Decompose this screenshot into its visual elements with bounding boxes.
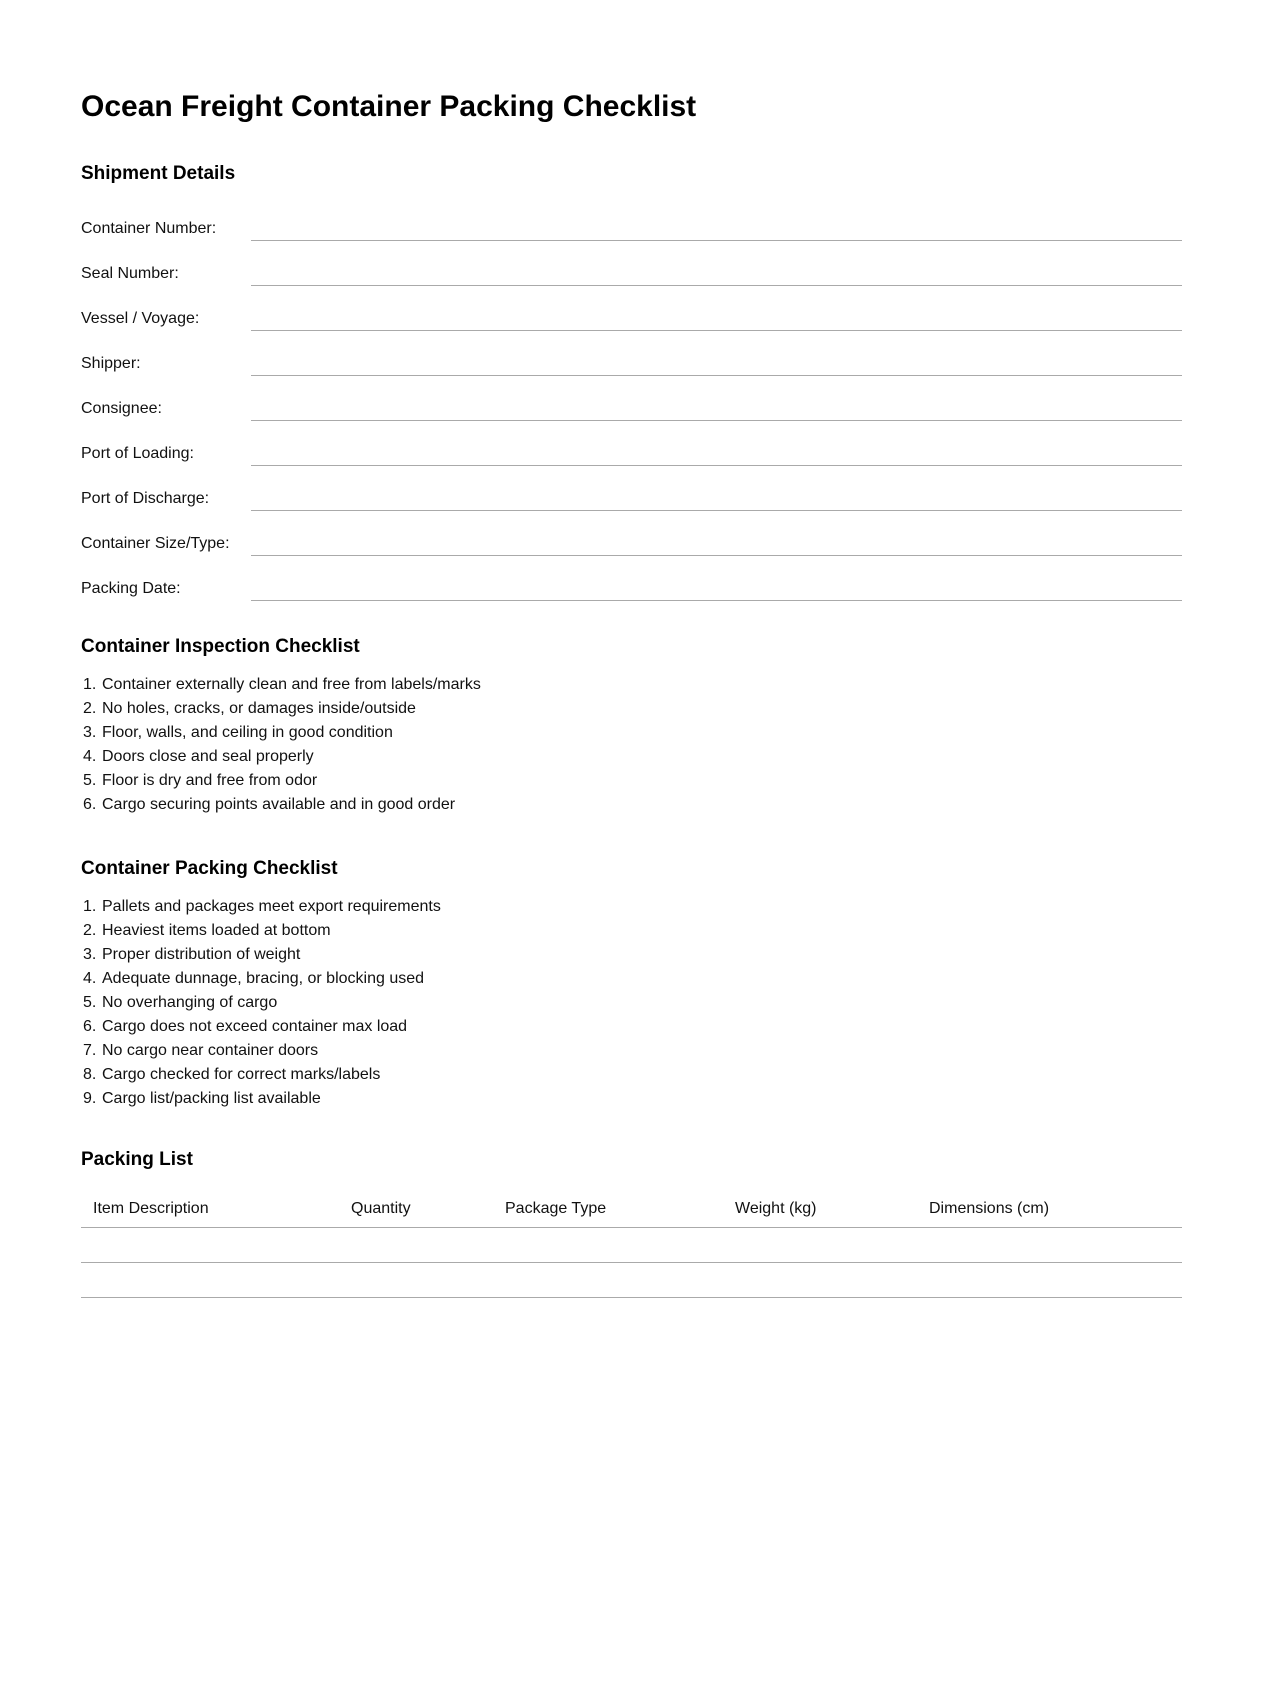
packing-checklist — [83, 895, 441, 1111]
inspection-checklist-heading: Container Inspection Checklist — [81, 636, 360, 657]
field-label: Container Size/Type: — [81, 535, 230, 552]
weight-cell[interactable] — [723, 1262, 917, 1297]
column-header-quantity: Quantity — [339, 1193, 493, 1227]
page-title: Ocean Freight Container Packing Checklist — [81, 90, 697, 123]
field-label: Shipper: — [81, 355, 141, 372]
list-item: 2. Heaviest items loaded at bottom — [83, 922, 331, 939]
list-item: 4. Doors close and seal properly — [83, 748, 314, 765]
field-label: Consignee: — [81, 400, 162, 417]
list-item: 3. Proper distribution of weight — [83, 946, 301, 963]
field-container-size-type — [81, 511, 1182, 556]
list-item: 9. Cargo list/packing list available — [83, 1090, 321, 1107]
shipment-details-heading: Shipment Details — [81, 163, 236, 184]
field-label: Port of Loading: — [81, 445, 194, 462]
packing-list-heading: Packing List — [81, 1149, 193, 1170]
field-label: Packing Date: — [81, 580, 181, 597]
field-seal-number — [81, 241, 1182, 286]
list-item: 5. Floor is dry and free from odor — [83, 772, 318, 789]
field-container-number — [81, 196, 1182, 241]
list-item: 5. No overhanging of cargo — [83, 994, 278, 1011]
package-type-cell[interactable] — [493, 1227, 723, 1262]
list-item: 6. Cargo does not exceed container max load — [83, 1018, 408, 1035]
quantity-cell[interactable] — [339, 1227, 493, 1262]
table-row — [81, 1262, 1182, 1297]
list-item: 7. No cargo near container doors — [83, 1042, 319, 1059]
packing-checklist-heading: Container Packing Checklist — [81, 858, 338, 879]
field-label: Container Number: — [81, 220, 217, 237]
inspection-checklist — [83, 673, 481, 817]
field-shipper — [81, 331, 1182, 376]
list-item: 8. Cargo checked for correct marks/labels — [83, 1066, 381, 1083]
dimensions-cell[interactable] — [917, 1227, 1182, 1262]
column-header-item-description: Item Description — [81, 1193, 339, 1227]
list-item: 3. Floor, walls, and ceiling in good condition — [83, 724, 393, 741]
list-item: 6. Cargo securing points available and in good order — [83, 796, 456, 813]
list-item: 1. Pallets and packages meet export requirements — [83, 898, 441, 915]
column-header-package-type: Package Type — [493, 1193, 723, 1227]
package-type-cell[interactable] — [493, 1262, 723, 1297]
field-label: Port of Discharge: — [81, 490, 210, 507]
field-vessel-voyage — [81, 286, 1182, 331]
field-packing-date — [81, 556, 1182, 601]
table-row — [81, 1227, 1182, 1262]
field-consignee — [81, 376, 1182, 421]
weight-cell[interactable] — [723, 1227, 917, 1262]
field-label: Vessel / Voyage: — [81, 310, 200, 327]
field-port-of-loading — [81, 421, 1182, 466]
quantity-cell[interactable] — [339, 1262, 493, 1297]
packing-date-field[interactable] — [251, 600, 1182, 601]
packing-list-table — [81, 1193, 1182, 1298]
list-item: 4. Adequate dunnage, bracing, or blocking used — [83, 970, 425, 987]
item-description-cell[interactable] — [81, 1262, 339, 1297]
list-item: 1. Container externally clean and free from labels/marks — [83, 676, 481, 693]
field-port-of-discharge — [81, 466, 1182, 511]
column-header-weight: Weight (kg) — [723, 1193, 917, 1227]
list-item: 2. No holes, cracks, or damages inside/outside — [83, 700, 416, 717]
table-header-row — [81, 1193, 1182, 1227]
shipment-details-form — [81, 196, 1182, 601]
dimensions-cell[interactable] — [917, 1262, 1182, 1297]
item-description-cell[interactable] — [81, 1227, 339, 1262]
column-header-dimensions: Dimensions (cm) — [917, 1193, 1182, 1227]
field-label: Seal Number: — [81, 265, 179, 282]
